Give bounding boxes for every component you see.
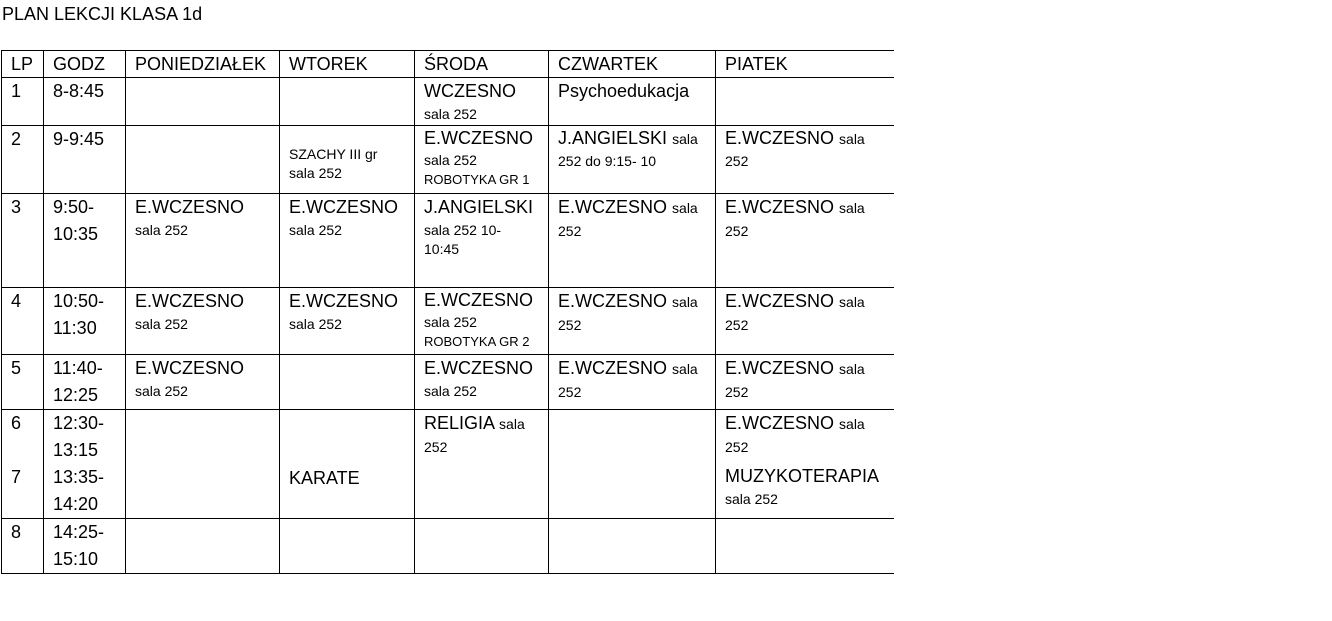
time-start: 11:40- xyxy=(53,358,103,378)
subject: E.WCZESNO xyxy=(725,413,835,433)
cell-czwartek xyxy=(549,288,716,355)
table-row xyxy=(2,410,894,519)
lesson-time xyxy=(44,355,126,410)
room-label: sala xyxy=(839,361,865,377)
subject: E.WCZESNO xyxy=(558,291,668,311)
lesson-number-6: 6 xyxy=(11,413,22,433)
room-label: sala xyxy=(672,294,698,310)
subject: E.WCZESNO xyxy=(135,197,245,217)
cell-piatek xyxy=(716,288,894,355)
subject: J.ANGIELSKI xyxy=(424,197,534,217)
lesson-number: 5 xyxy=(2,355,44,410)
room: 252 do 9:15- 10 xyxy=(558,153,657,169)
cell-wtorek xyxy=(280,355,415,410)
cell-poniedzialek xyxy=(126,519,280,574)
room: sala 252 xyxy=(135,316,188,332)
subject: SZACHY III gr xyxy=(289,146,378,162)
extra-subject: ROBOTYKA GR 2 xyxy=(424,334,530,349)
cell-czwartek xyxy=(549,355,716,410)
room: 252 xyxy=(424,439,448,455)
subject: E.WCZESNO xyxy=(725,197,835,217)
cell-wtorek xyxy=(280,78,415,126)
room-label: sala xyxy=(672,361,698,377)
table-row xyxy=(2,126,894,194)
extra-subject: ROBOTYKA GR 1 xyxy=(424,172,530,187)
subject: E.WCZESNO xyxy=(135,358,245,378)
cell-wtorek xyxy=(280,519,415,574)
cell-piatek xyxy=(716,519,894,574)
header-sroda: ŚRODA xyxy=(415,51,549,78)
subject: KARATE xyxy=(289,468,360,488)
time-end: 13:15 xyxy=(53,440,99,460)
cell-poniedzialek xyxy=(126,78,280,126)
subject: E.WCZESNO xyxy=(424,128,534,148)
room: sala 252 10- xyxy=(424,222,502,238)
cell-czwartek xyxy=(549,126,716,194)
subject: E.WCZESNO xyxy=(725,291,835,311)
lesson-time: 8-8:45 xyxy=(44,78,126,126)
room: 252 xyxy=(558,223,582,239)
room: sala 252 xyxy=(289,165,342,181)
room: 252 xyxy=(725,439,749,455)
cell-piatek xyxy=(716,78,894,126)
lesson-number: 4 xyxy=(2,288,44,355)
subject: Psychoedukacja xyxy=(558,81,690,101)
table-row xyxy=(2,519,894,574)
lesson-time xyxy=(44,288,126,355)
cell-czwartek xyxy=(549,78,716,126)
time-end: 10:35 xyxy=(53,224,99,244)
subject: E.WCZESNO xyxy=(558,197,668,217)
subject: RELIGIA xyxy=(424,413,495,433)
lesson-number-7: 7 xyxy=(11,467,22,487)
cell-sroda xyxy=(415,288,549,355)
room: 252 xyxy=(725,317,749,333)
room: sala 252 xyxy=(135,222,188,238)
room-label: sala xyxy=(672,131,698,147)
cell-sroda xyxy=(415,355,549,410)
schedule-table xyxy=(1,50,894,574)
subject: E.WCZESNO xyxy=(725,128,835,148)
cell-poniedzialek xyxy=(126,410,280,519)
cell-sroda xyxy=(415,126,549,194)
cell-poniedzialek xyxy=(126,355,280,410)
cell-sroda xyxy=(415,78,549,126)
cell-piatek xyxy=(716,126,894,194)
subject: E.WCZESNO xyxy=(424,290,534,310)
cell-czwartek xyxy=(549,194,716,288)
lesson-time xyxy=(44,194,126,288)
header-lp: LP xyxy=(2,51,44,78)
header-row xyxy=(2,51,894,78)
table-row xyxy=(2,288,894,355)
room-time: 10:45 xyxy=(424,241,460,257)
subject: E.WCZESNO xyxy=(725,358,835,378)
room: sala 252 xyxy=(725,491,778,507)
header-piatek: PIATEK xyxy=(716,51,894,78)
room-label: sala xyxy=(839,416,865,432)
room: 252 xyxy=(558,317,582,333)
time-start: 13:35- xyxy=(53,467,105,487)
room: sala 252 xyxy=(289,222,342,238)
header-godz: GODZ xyxy=(44,51,126,78)
cell-wtorek xyxy=(280,410,415,519)
cell-piatek xyxy=(716,355,894,410)
room: 252 xyxy=(725,223,749,239)
lesson-number: 8 xyxy=(2,519,44,574)
room: 252 xyxy=(725,153,749,169)
cell-poniedzialek xyxy=(126,194,280,288)
header-czwartek: CZWARTEK xyxy=(549,51,716,78)
time-start: 14:25- xyxy=(53,522,105,542)
header-wtorek: WTOREK xyxy=(280,51,415,78)
room-label: sala xyxy=(499,416,525,432)
room: sala 252 xyxy=(424,314,477,330)
subject: E.WCZESNO xyxy=(289,197,399,217)
cell-poniedzialek xyxy=(126,126,280,194)
cell-wtorek xyxy=(280,288,415,355)
subject: E.WCZESNO xyxy=(558,358,668,378)
time-start: 12:30- xyxy=(53,413,105,433)
subject: J.ANGIELSKI xyxy=(558,128,668,148)
subject: E.WCZESNO xyxy=(289,291,399,311)
table-row xyxy=(2,78,894,126)
time-end: 11:30 xyxy=(53,318,97,338)
cell-sroda xyxy=(415,194,549,288)
lesson-number xyxy=(2,410,44,519)
subject: WCZESNO xyxy=(424,81,516,101)
lesson-number: 2 xyxy=(2,126,44,194)
cell-wtorek xyxy=(280,194,415,288)
subject: E.WCZESNO xyxy=(135,291,245,311)
room: sala 252 xyxy=(424,106,477,122)
room: sala 252 xyxy=(135,383,188,399)
time-start: 9:50- xyxy=(53,197,95,217)
table-row xyxy=(2,355,894,410)
cell-czwartek xyxy=(549,519,716,574)
lesson-time xyxy=(44,410,126,519)
room-label: sala xyxy=(672,200,698,216)
page-title: PLAN LEKCJI KLASA 1d xyxy=(2,4,203,24)
lesson-number: 1 xyxy=(2,78,44,126)
subject: MUZYKOTERAPIA xyxy=(725,466,880,486)
lesson-time xyxy=(44,519,126,574)
room: sala 252 xyxy=(289,316,342,332)
room: sala 252 xyxy=(424,152,477,168)
table-row xyxy=(2,194,894,288)
lesson-number: 3 xyxy=(2,194,44,288)
room: 252 xyxy=(558,384,582,400)
time-start: 10:50- xyxy=(53,291,105,311)
cell-wtorek xyxy=(280,126,415,194)
room-label: sala xyxy=(839,131,865,147)
cell-piatek xyxy=(716,194,894,288)
header-poniedzialek: PONIEDZIAŁEK xyxy=(126,51,280,78)
time-end: 15:10 xyxy=(53,549,99,569)
cell-sroda xyxy=(415,410,549,519)
cell-piatek xyxy=(716,410,894,519)
time-end: 14:20 xyxy=(53,494,99,514)
cell-sroda xyxy=(415,519,549,574)
room-label: sala xyxy=(839,200,865,216)
room-label: sala xyxy=(839,294,865,310)
lesson-time: 9-9:45 xyxy=(44,126,126,194)
room: 252 xyxy=(725,384,749,400)
room: sala 252 xyxy=(424,383,477,399)
cell-czwartek xyxy=(549,410,716,519)
cell-poniedzialek xyxy=(126,288,280,355)
subject: E.WCZESNO xyxy=(424,358,534,378)
time-end: 12:25 xyxy=(53,385,99,405)
